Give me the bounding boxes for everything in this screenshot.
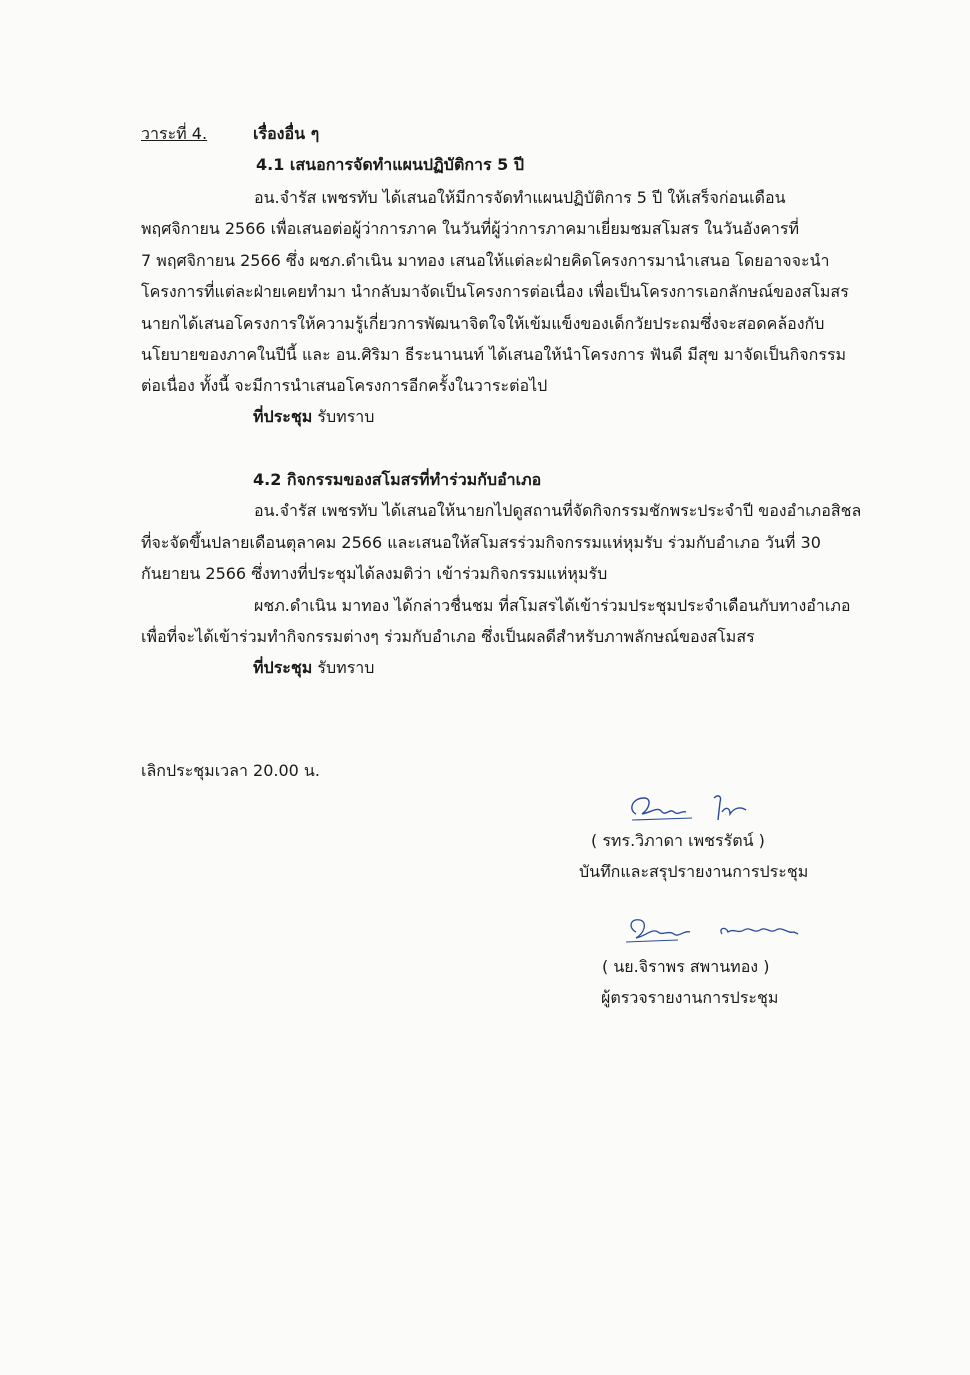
section2-line: ที่จะจัดขึ้นปลายเดือนตุลาคม 2566 และเสนอให้สโมสรร่วมกิจกรรมแห่หุมรับ ร่วมกับอำเภอ วันที่ 30 bbox=[141, 533, 821, 552]
section1-line: โครงการที่แต่ละฝ่ายเคยทำมา นำกลับมาจัดเป็นโครงการต่อเนื่อง เพื่อเป็นโครงการเอกลักษณ์ของสโมสร bbox=[141, 282, 849, 301]
section1-heading: 4.1 เสนอการจัดทำแผนปฏิบัติการ 5 ปี bbox=[256, 155, 525, 174]
reviewer-name: ( นย.จิราพร สพานทอง ) bbox=[602, 957, 770, 976]
section2-line: อน.จำรัส เพชรทับ ได้เสนอให้นายกไปดูสถานที่จัดกิจกรรมชักพระประจำปี ของอำเภอสิชล bbox=[254, 501, 862, 520]
section1-line: 7 พฤศจิกายน 2566 ซึ่ง ผชภ.ดำเนิน มาทอง เสนอให้แต่ละฝ่ายคิดโครงการมานำเสนอ โดยอาจจะนำ bbox=[141, 251, 830, 270]
section2-line: ผชภ.ดำเนิน มาทอง ได้กล่าวชื่นชม ที่สโมสรได้เข้าร่วมประชุมประจำเดือนกับทางอำเภอ bbox=[254, 596, 851, 615]
section1-line: พฤศจิกายน 2566 เพื่อเสนอต่อผู้ว่าการภาค ในวันที่ผู้ว่าการภาคมาเยี่ยมชมสโมสร ในวันอังคารที่ bbox=[141, 219, 800, 238]
resolution-label: ที่ประชุม bbox=[253, 407, 313, 426]
section1-line: นายกได้เสนอโครงการให้ความรู้เกี่ยวการพัฒนาจิตใจให้เข้มแข็งของเด็กวัยประถมซึ่งจะสอดคล้องกับ bbox=[141, 314, 825, 333]
section2-line: กันยายน 2566 ซึ่งทางที่ประชุมได้ลงมติว่า เข้าร่วมกิจกรรมแห่หุมรับ bbox=[141, 564, 608, 583]
section1-line: นโยบายของภาคในปีนี้ และ อน.ศิริมา ธีระนานนท์ ได้เสนอให้นำโครงการ ฟันดี มีสุข มาจัดเป็นกิจกรรม bbox=[141, 345, 847, 364]
section1-line: อน.จำรัส เพชรทับ ได้เสนอให้มีการจัดทำแผนปฏิบัติการ 5 ปี ให้เสร็จก่อนเดือน bbox=[254, 188, 786, 207]
section2-resolution bbox=[253, 657, 374, 679]
reviewer-signature bbox=[618, 912, 808, 950]
section1-line: ต่อเนื่อง ทั้งนี้ จะมีการนำเสนอโครงการอีกครั้งในวาระต่อไป bbox=[141, 376, 548, 395]
section2-heading: 4.2 กิจกรรมของสโมสรที่ทำร่วมกับอำเภอ bbox=[253, 470, 542, 489]
resolution-text: รับทราบ bbox=[317, 407, 375, 426]
reviewer-role: ผู้ตรวจรายงานการประชุม bbox=[601, 988, 779, 1007]
agenda-title: เรื่องอื่น ๆ bbox=[253, 124, 320, 143]
meeting-closing-time: เลิกประชุมเวลา 20.00 น. bbox=[141, 761, 320, 780]
recorder-signature bbox=[622, 786, 754, 830]
agenda-label: วาระที่ 4. bbox=[141, 124, 208, 143]
section1-resolution bbox=[253, 406, 374, 428]
resolution-label: ที่ประชุม bbox=[253, 658, 313, 677]
recorder-role: บันทึกและสรุปรายงานการประชุม bbox=[579, 862, 809, 881]
section2-line: เพื่อที่จะได้เข้าร่วมทำกิจกรรมต่างๆ ร่วมกับอำเภอ ซึ่งเป็นผลดีสำหรับภาพลักษณ์ของสโมสร bbox=[141, 627, 755, 646]
recorder-name: ( รทร.วิภาดา เพชรรัตน์ ) bbox=[591, 831, 765, 850]
resolution-text: รับทราบ bbox=[317, 658, 375, 677]
